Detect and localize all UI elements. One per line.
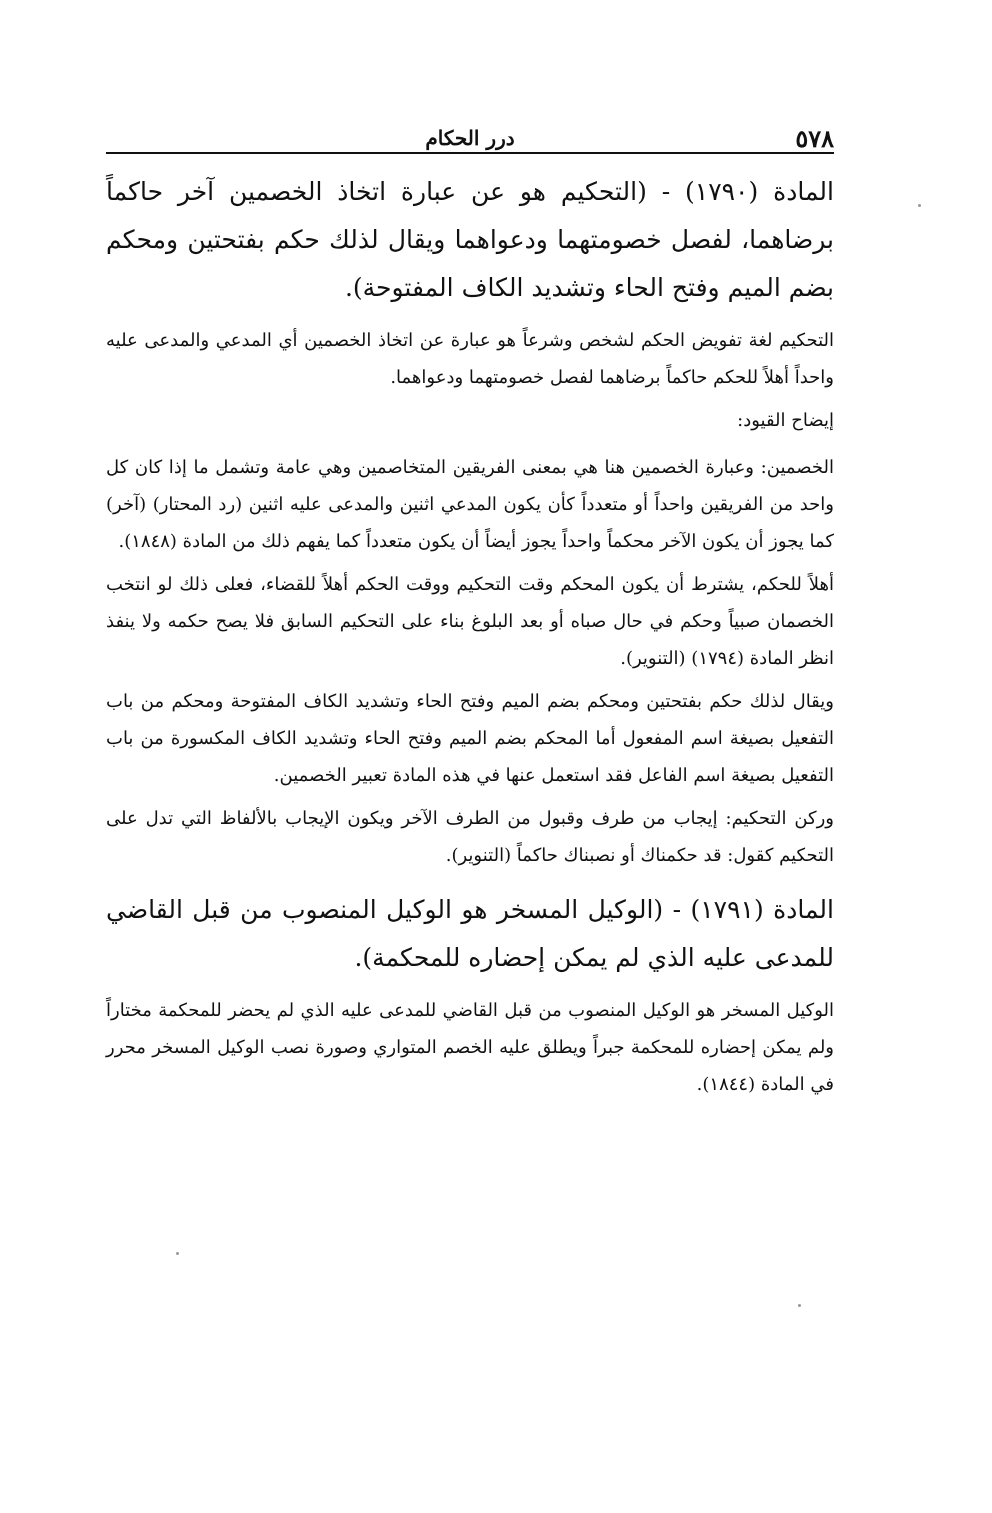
commentary-paragraph: الوكيل المسخر هو الوكيل المنصوب من قبل القاضي للمدعى عليه الذي لم يحضر للمحكمة مختاراً ولم يمكن إحضاره للمحكمة جبراً ويطلق عليه الخصم المتواري وصورة نصب الوكيل المسخر محرر في المادة (١٨٤٤).: [106, 1000, 834, 1095]
commentary-paragraph: أهلاً للحكم، يشترط أن يكون المحكم وقت التحكيم ووقت الحكم أهلاً للقضاء، فعلى ذلك لو انتخب الخصمان صبياً وحكم في حال صباه أو بعد البلوغ بناء على التحكيم السابق فلا يصح حكمه ولا ينفذ انظر المادة (١٧٩٤) (التنوير).: [106, 574, 834, 669]
scan-speck: [918, 204, 921, 207]
commentary-paragraph: ويقال لذلك حكم بفتحتين ومحكم بضم الميم وفتح الحاء وتشديد الكاف المفتوحة ومحكم من باب التفعيل بصيغة اسم المفعول أما المحكم بضم الميم وفتح الحاء وتشديد الكاف المكسورة من باب التفعيل بصيغة اسم الفاعل فقد استعمل عنها في هذه المادة تعبير الخصمين.: [106, 691, 834, 786]
running-title: درر الحكام: [425, 126, 515, 150]
article-1790: المادة (١٧٩٠) - (التحكيم هو عن عبارة اتخاذ الخصمين آخر حاكماً برضاهما، لفصل خصومتهما ودعواهما ويقال لذلك حكم بفتحتين ومحكم بضم الميم وفتح الحاء وتشديد الكاف المفتوحة).: [106, 177, 834, 302]
scan-speck: [798, 1304, 801, 1307]
page-content: [106, 168, 834, 1109]
section-heading: إيضاح القيود:: [737, 410, 834, 431]
scan-speck: [176, 1252, 179, 1255]
page-number: ٥٧٨: [795, 124, 834, 153]
page-header: [106, 120, 834, 154]
commentary-paragraph: وركن التحكيم: إيجاب من طرف وقبول من الطرف الآخر ويكون الإيجاب بالألفاظ التي تدل على التحكيم كقول: قد حكمناك أو نصبناك حاكماً (التنوير).: [106, 808, 834, 866]
commentary-paragraph: التحكيم لغة تفويض الحكم لشخص وشرعاً هو عبارة عن اتخاذ الخصمين أي المدعي والمدعى عليه واحداً أهلاً للحكم حاكماً برضاهما لفصل خصومتهما ودعواهما.: [106, 330, 834, 388]
article-1791: المادة (١٧٩١) - (الوكيل المسخر هو الوكيل المنصوب من قبل القاضي للمدعى عليه الذي لم يمكن إحضاره للمحكمة).: [106, 895, 834, 972]
header-rule: [106, 152, 834, 154]
commentary-paragraph: الخصمين: وعبارة الخصمين هنا هي بمعنى الفريقين المتخاصمين وهي عامة وتشمل ما إذا كان كل واحد من الفريقين واحداً أو متعدداً كأن يكون المدعي اثنين والمدعى عليه اثنين (رد المحتار) (آخر) كما يجوز أن يكون الآخر محكماً واحداً يجوز أيضاً أن يكون متعدداً كما يفهم ذلك من المادة (١٨٤٨).: [106, 457, 834, 552]
